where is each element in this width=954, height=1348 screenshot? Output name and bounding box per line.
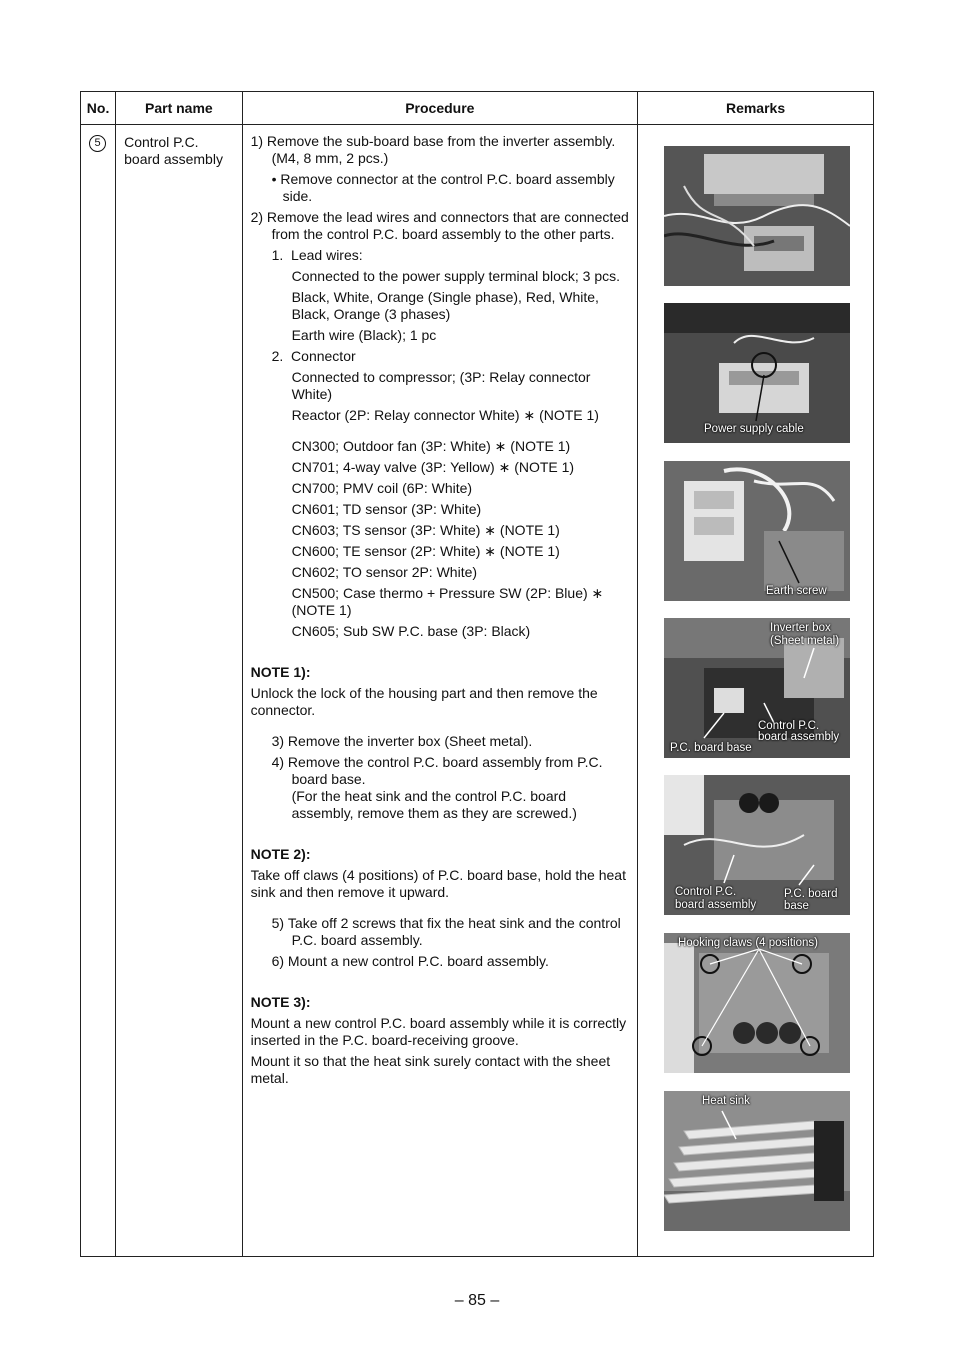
cell-part-name (116, 125, 242, 1257)
header-part-name: Part name (116, 92, 242, 125)
step-2-1-a: Connected to the power supply terminal block; 3 pcs. (291, 268, 620, 284)
label-board-assembly: board assembly (675, 899, 757, 911)
photo-hooking-claws (664, 933, 850, 1073)
note-3-title: NOTE 3): (250, 994, 311, 1010)
label-pc-board: P.C. board (784, 888, 838, 900)
photo-heat-sink (664, 1091, 850, 1231)
photo-control-board (664, 775, 850, 915)
step-5: 5) Take off 2 screws that fix the heat sink and the control P.C. board assembly. (271, 915, 621, 948)
step-2: 2) Remove the lead wires and connectors that are connected from the control P.C. board assembly to the other parts. (250, 209, 629, 242)
cell-no (81, 125, 116, 1257)
photo-graphic (664, 1091, 850, 1231)
item-number: 5 (89, 135, 106, 152)
connector-item: CN700; PMV coil (6P: White) (291, 480, 473, 496)
step-4-note: (For the heat sink and the control P.C. board assembly, remove them as they are screwed.) (291, 788, 577, 821)
spacer (251, 428, 629, 438)
step-6: 6) Mount a new control P.C. board assembly. (271, 953, 549, 969)
label-hooking-claws: Hooking claws (4 positions) (678, 937, 818, 949)
step-2-2: 2. Connector (271, 348, 356, 364)
header-row (81, 92, 874, 125)
procedure-text (243, 125, 637, 1087)
label-control-pc-board: Control P.C. (758, 720, 820, 732)
label-board-assembly: board assembly (758, 731, 840, 743)
note-3-text-1: Mount a new control P.C. board assembly while it is correctly inserted in the P.C. board-receiving groove. (250, 1015, 627, 1048)
spacer (251, 905, 629, 915)
note-1-text: Unlock the lock of the housing part and then remove the connector. (250, 685, 598, 718)
step-4: 4) Remove the control P.C. board assembly from P.C. board base. (271, 754, 603, 787)
step-1: 1) Remove the sub-board base from the inverter assembly. (M4, 8 mm, 2 pcs.) (250, 133, 616, 166)
note-1-title: NOTE 1): (250, 664, 311, 680)
connector-item: CN500; Case thermo + Pressure SW (2P: Blue) ∗ (NOTE 1) (291, 585, 604, 618)
photo-graphic (664, 146, 850, 286)
spacer (251, 826, 629, 846)
note-2-title: NOTE 2): (250, 846, 311, 862)
label-control-pc-board: Control P.C. (675, 886, 737, 898)
spacer (251, 644, 629, 664)
note-3-text-2: Mount it so that the heat sink surely contact with the sheet metal. (250, 1053, 611, 1086)
header-remarks: Remarks (638, 92, 874, 125)
spacer (251, 974, 629, 994)
label-power-supply-cable: Power supply cable (704, 423, 804, 435)
step-3: 3) Remove the inverter box (Sheet metal). (271, 733, 533, 749)
connector-item: CN603; TS sensor (3P: White) ∗ (NOTE 1) (291, 522, 560, 538)
step-1-bullet: • Remove connector at the control P.C. board assembly side. (271, 171, 615, 204)
part-name: Control P.C. board assembly (124, 134, 223, 167)
connector-item: CN701; 4-way valve (3P: Yellow) ∗ (NOTE 1) (291, 459, 575, 475)
photo-inverter-box (664, 618, 850, 758)
label-inverter-box: Inverter box (770, 622, 831, 634)
step-2-1-b: Black, White, Orange (Single phase), Red, White, Black, Orange (3 phases) (291, 289, 599, 322)
spacer (251, 723, 629, 733)
connector-item: CN602; TO sensor 2P: White) (291, 564, 478, 580)
label-heat-sink: Heat sink (702, 1095, 750, 1107)
step-2-1-c: Earth wire (Black); 1 pc (291, 327, 437, 343)
photo-graphic (664, 933, 850, 1073)
cell-procedure (242, 125, 637, 1257)
label-earth-screw: Earth screw (766, 585, 827, 597)
note-2-text: Take off claws (4 positions) of P.C. board base, hold the heat sink and then remove it upward. (250, 867, 626, 900)
label-sheet-metal: (Sheet metal) (770, 635, 840, 647)
photo-graphic (664, 303, 850, 443)
step-2-2-b: Reactor (2P: Relay connector White) ∗ (NOTE 1) (291, 407, 599, 423)
connector-item: CN601; TD sensor (3P: White) (291, 501, 482, 517)
photo-power-supply-cable (664, 303, 850, 443)
step-2-2-a: Connected to compressor; (3P: Relay connector White) (291, 369, 591, 402)
step-2-1: 1. Lead wires: (271, 247, 363, 263)
connector-item: CN600; TE sensor (2P: White) ∗ (NOTE 1) (291, 543, 560, 559)
label-base: base (784, 900, 809, 912)
photo-graphic (664, 461, 850, 601)
photo-earth-screw (664, 461, 850, 601)
connector-item: CN300; Outdoor fan (3P: White) ∗ (NOTE 1) (291, 438, 571, 454)
connector-item: CN605; Sub SW P.C. base (3P: Black) (291, 623, 531, 639)
page-number: – 85 – (454, 1292, 500, 1309)
header-no: No. (81, 92, 116, 125)
label-pc-board-base: P.C. board base (670, 742, 752, 754)
photo-inverter-assembly (664, 146, 850, 286)
header-procedure: Procedure (242, 92, 637, 125)
